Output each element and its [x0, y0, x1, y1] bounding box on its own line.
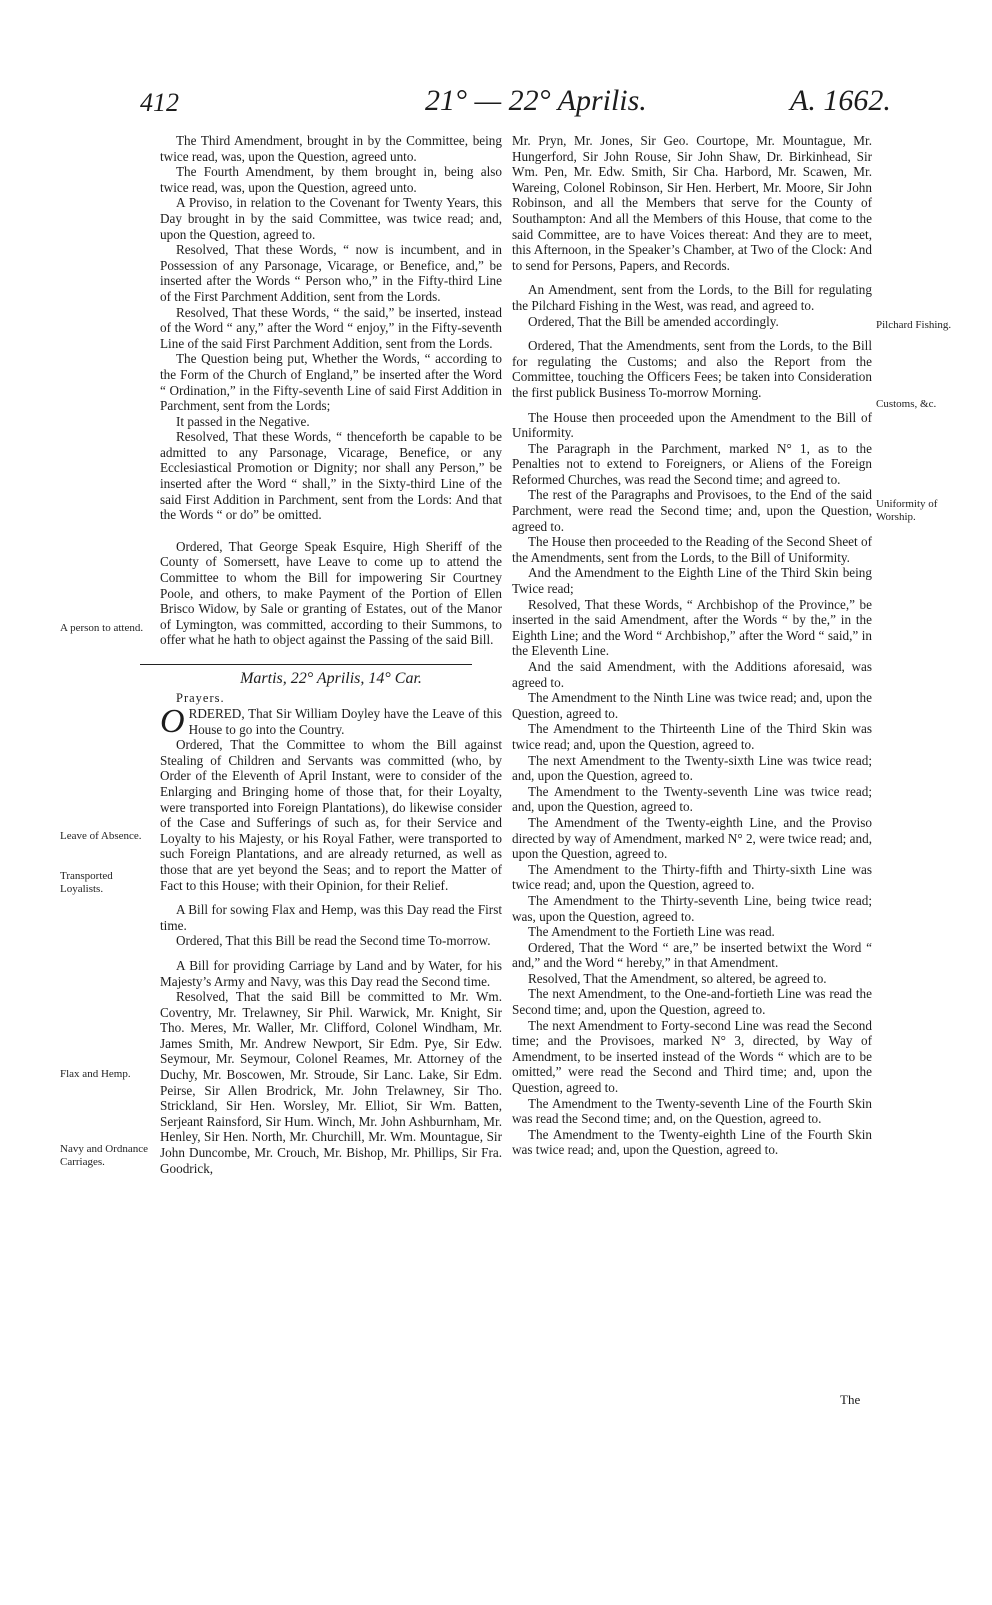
page-year: A. 1662. [790, 84, 891, 117]
paragraph: The Amendment to the Twenty-seventh Line was twice read; and, upon the Question, agreed to. [512, 783, 872, 815]
page-number: 412 [140, 88, 179, 117]
paragraph: A Proviso, in relation to the Covenant for Twenty Years, this Day brought in by the said Committee, was twice read; and, upon the Question, agreed to. [160, 195, 502, 242]
margin-note-person-attend: A person to attend. [60, 622, 144, 634]
page-header [0, 80, 992, 130]
margin-note-navy: Navy and Ordnance Carriages. [60, 1143, 148, 1168]
paragraph [160, 703, 502, 740]
paragraph: Ordered, That the Committee to whom the Bill against Stealing of Children and Servants was committed (who, by Order of the Eleventh of April Instant, were to consider of the Enlarging and Bringing home of those that, for their Loyalty, were transported into Foreign Plantations), do likewise consider of the Case and Sufferings of such as, for their Service and Loyalty to his Majesty, or his Royal Father, were transported to such Foreign Plantations, and are already returned, as well as those that are yet beyond the Seas; and to report the Matter of Fact to this House; with their Opinion, for their Relief. [160, 737, 502, 893]
paragraph: Resolved, That the said Bill be committed to Mr. Wm. Coventry, Mr. Trelawney, Sir Phil. Warwick, Mr. Knight, Sir Tho. Meres, Mr. Waller, Mr. Clifford, Colonel Windham, Mr. James Smith, Mr. Andrew Newport, Sir Edm. Pye, Sir Edw. Seymour, Mr. Seymour, Colonel Reames, Mr. Attorney of the Duchy, Mr. Boscowen, Mr. Stroude, Sir Lanc. Lake, Sir Edm. Peirse, Sir Allen Brodrick, Mr. John Trelawney, Sir Tho. Strickland, Sir Hen. Worsley, Mr. Elliot, Sir Wm. Batten, Serjeant Rainsford, Sir Hum. Winch, Mr. John Ashburnham, Mr. Henley, Sir Hen. North, Mr. Churchill, Mr. Wm. Mountague, Sir John Duncombe, Mr. Crouch, Mr. Bishop, Mr. Phillips, Sir Fra. Goodrick, [160, 989, 502, 1176]
paragraph: And the Amendment to the Eighth Line of the Third Skin being Twice read; [512, 565, 872, 597]
prayers-heading: Prayers. [176, 691, 225, 705]
paragraph: The Question being put, Whether the Words, “ according to the Form of the Church of England,” be inserted after the Word “ Ordination,” in the Fifty-seventh Line of said First Addition in Parchment, sent from the Lords; [160, 351, 502, 414]
catchword: The [840, 1392, 861, 1407]
left-column [160, 133, 502, 1176]
paragraph: The next Amendment, to the One-and-fortieth Line was read the Second time; and, upon the Question, agreed to. [512, 986, 872, 1018]
paragraph: Mr. Pryn, Mr. Jones, Sir Geo. Courtope, Mr. Mountague, Mr. Hungerford, Sir John Rouse, Sir John Shaw, Dr. Birkinhead, Sir Wm. Pen, Mr. Edw. Smith, Sir Cha. Harbord, Mr. Scawen, Mr. Wareing, Colonel Robinson, Sir Hen. Herbert, Mr. Moore, Sir John Robinson, and all the Members that serve for the County of Southampton: And all the Members of this House, that come to the said Committee, are to have Voices thereat: And they are to meet, this Afternoon, in the Speaker’s Chamber, at Two of the Clock: And to send for Persons, Papers, and Records. [512, 133, 872, 273]
margin-note-customs: Customs, &c. [876, 398, 937, 410]
paragraph: The Amendment to the Ninth Line was twice read; and, upon the Question, agreed to. [512, 690, 872, 721]
paragraph: A Bill for sowing Flax and Hemp, was this Day read the First time. [160, 902, 502, 933]
paragraph: Resolved, That the Amendment, so altered, be agreed to. [528, 970, 827, 986]
paragraph: Ordered, That the Amendments, sent from the Lords, to the Bill for regulating the Customs; and also the Report from the Committee, touching the Officers Fees; be taken into Consideration the first publick Business To-morrow Morning. [512, 338, 872, 400]
paragraph: A Bill for providing Carriage by Land and by Water, for his Majesty’s Army and Navy, was this Day read the Second time. [160, 957, 502, 989]
paragraph: Resolved, That these Words, “ now is incumbent, and in Possession of any Parsonage, Vicarage, or Benefice, and,” be inserted after the Words “ Person who,” in the Fifty-third Line of the First Parchment Addition, sent from the Lords. [160, 242, 502, 304]
paragraph: The rest of the Paragraphs and Provisoes, to the End of the said Parchment, were read the Second time; and, upon the Question, agreed to. [512, 487, 872, 534]
paragraph: The House then proceeded upon the Amendment to the Bill of Uniformity. [512, 409, 872, 441]
paragraph: The Amendment to the Twenty-seventh Line of the Fourth Skin was read the Second time; and, on the Question, agreed to. [512, 1095, 872, 1127]
margin-note-flax: Flax and Hemp. [60, 1068, 131, 1080]
paragraph: The Paragraph in the Parchment, marked N° 1, as to the Penalties not to extend to Foreigners, or Aliens of the Foreign Reformed Churches, was read the Second time; and agreed to. [512, 440, 872, 487]
paragraph: Ordered, That the Bill be amended accordingly. [528, 313, 779, 329]
margin-note-leave-absence: Leave of Absence. [60, 830, 142, 842]
paragraph: It passed in the Negative. [176, 413, 310, 429]
margin-note-uniformity: Uniformity of Worship. [876, 498, 938, 523]
right-column [512, 133, 872, 1158]
margin-note-pilchard: Pilchard Fishing. [876, 319, 952, 331]
paragraph: Ordered, That the Word “ are,” be inserted betwixt the Word “ and,” and the Word “ hereby,” in that Amendment. [512, 939, 872, 971]
paragraph: The Amendment to the Thirty-seventh Line, being twice read; was, upon the Question, agreed to. [512, 892, 872, 924]
paragraph: The Fourth Amendment, by them brought in, being also twice read, was, upon the Question, agreed unto. [160, 164, 502, 195]
paragraph: The Amendment of the Twenty-eighth Line, and the Proviso directed by way of Amendment, marked N° 2, were twice read; and, upon the Question, agreed to. [512, 814, 872, 862]
paragraph-text: RDERED, That Sir William Doyley have the Leave of this House to go into the Country. [188, 706, 502, 737]
drop-cap: O [160, 703, 185, 740]
paragraph: Ordered, That George Speak Esquire, High Sheriff of the County of Somersett, have Leave to come up to attend the Committee to whom the Bill for impowering Sir Courtney Poole, and others, to make Payment of the Portion of Ellen Brisco Widow, by Sale or granting of Estates, out of the Manor of Lymington, was committed, according to their Summons, to offer what he hath to object against the Passing of the said Bill. [160, 538, 502, 648]
paragraph: The next Amendment to Forty-second Line was read the Second time; and the Provisoes, marked N° 3, directed, by Way of Amendment, to be inserted instead of the Words “ which are to be omitted,” were read the Second and Third time; and, upon the Question, agreed to. [512, 1017, 872, 1096]
paragraph: Resolved, That these Words, “ Archbishop of the Province,” be inserted in the said Amendment, after the Words “ by the,” in the Eighth Line; and the Word “ Archbishop,” after the Word “ said,” in the Eleventh Line. [512, 596, 872, 659]
section-rule [140, 664, 472, 665]
paragraph: Ordered, That this Bill be read the Second time To-morrow. [176, 933, 491, 949]
page-dates: 21° — 22° Aprilis. [425, 84, 647, 117]
paragraph: The Amendment to the Thirty-fifth and Thirty-sixth Line was twice read; and, upon the Question, agreed to. [512, 861, 872, 893]
paragraph: The Amendment to the Fortieth Line was read. [528, 924, 775, 940]
paragraph: An Amendment, sent from the Lords, to the Bill for regulating the Pilchard Fishing in the West, was read, and agreed to. [512, 282, 872, 313]
paragraph: And the said Amendment, with the Additions aforesaid, was agreed to. [512, 659, 872, 690]
paragraph: The House then proceeded to the Reading of the Second Sheet of the Amendments, sent from the Lords, to the Bill of Uniformity. [512, 534, 872, 565]
paragraph: The Amendment to the Twenty-eighth Line of the Fourth Skin was twice read; and, upon the Question, agreed to. [512, 1126, 872, 1158]
paragraph: The Amendment to the Thirteenth Line of the Third Skin was twice read; and, upon the Question, agreed to. [512, 721, 872, 752]
paragraph: Resolved, That these Words, “ thenceforth be capable to be admitted to any Parsonage, Vicarage, Benefice, or any Ecclesiastical Promotion or Dignity; nor shall any Person,” be inserted after the Word “ shall,” in the Sixty-third Line of the said First Addition in Parchment, sent from the Lords: And that the Words “ or do” be omitted. [160, 429, 502, 523]
margin-note-transported: Transported Loyalists. [60, 870, 113, 895]
day-heading: Martis, 22° Aprilis, 14° Car. [240, 670, 422, 687]
paragraph: The Third Amendment, brought in by the Committee, being twice read, was, upon the Question, agreed unto. [160, 133, 502, 164]
paragraph: The next Amendment to the Twenty-sixth Line was twice read; and, upon the Question, agreed to. [512, 752, 872, 784]
paragraph: Resolved, That these Words, “ the said,” be inserted, instead of the Word “ any,” after the Word “ enjoy,” in the Fifty-seventh Line of the said First Parchment Addition, sent from the Lords. [160, 304, 502, 351]
